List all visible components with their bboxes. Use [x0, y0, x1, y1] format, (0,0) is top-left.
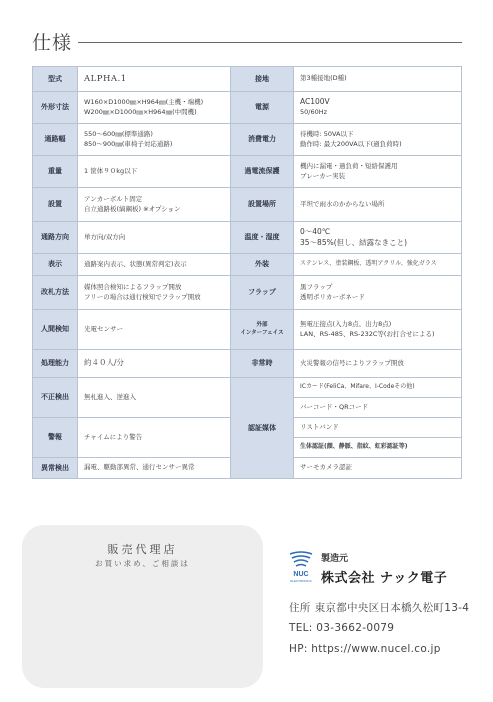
spec-value-dims	[78, 92, 231, 124]
spec-label-human: 人間検知	[33, 310, 78, 350]
spec-label-abnormal: 異常検出	[33, 458, 78, 479]
spec-value-overcurrent	[294, 156, 462, 188]
spec-label-width: 通路幅	[33, 124, 78, 156]
install-line: 自立通路板(縞鋼板) ※オプション	[84, 204, 181, 213]
flap-line: 透明ポリカーボネード	[300, 292, 365, 301]
address-line	[289, 600, 469, 615]
tel-line: TEL: 03-3662-0079	[289, 622, 395, 634]
spec-value-power	[294, 92, 462, 124]
auth-item: バーコード・QRコード	[294, 398, 462, 418]
spec-value-env	[294, 222, 462, 254]
flap-line: 黒フラップ	[300, 283, 333, 292]
gate-line: フリーの場合は通行検知でフラップ開放	[84, 292, 201, 301]
spec-value-install	[78, 188, 231, 222]
spec-value-weight: 1 筐体９０kg以下	[78, 156, 231, 188]
spec-value-gate	[78, 276, 231, 310]
spec-label-location: 設置場所	[231, 188, 294, 222]
spec-value-flap	[294, 276, 462, 310]
company-name: 株式会社 ナック電子	[321, 571, 448, 586]
consumption-line: 待機時: 50VA以下	[300, 130, 354, 139]
spec-value-direction: 単方向/双方向	[78, 222, 231, 254]
spec-label-exterior: 外装	[231, 254, 294, 276]
spec-label-gate: 改札方法	[33, 276, 78, 310]
auth-item: サーモカメラ認証	[294, 458, 462, 479]
width-line: 850〜900㎜(車椅子対応通路)	[84, 139, 173, 148]
spec-label-consumption: 消費電力	[231, 124, 294, 156]
spec-label-direction: 通路方向	[33, 222, 78, 254]
consumption-line: 動作時: 最大200VA以下(過負荷時)	[300, 139, 402, 148]
spec-label-emergency: 非常時	[231, 350, 294, 378]
spec-table	[32, 66, 462, 479]
address-key: 住所	[289, 602, 311, 614]
spec-label-overcurrent: 過電流保護	[231, 156, 294, 188]
install-line: アンカーボルト固定	[84, 195, 143, 204]
ext-if-line: 無電圧接点(入力8点、出力8点)	[300, 320, 392, 329]
spec-label-alarm: 警報	[33, 418, 78, 458]
spec-label-ext-if	[231, 310, 294, 350]
spec-value-emergency: 火災警報の信号によりフラップ開放	[294, 350, 462, 378]
spec-label-dims: 外形寸法	[33, 92, 78, 124]
spec-label-improper: 不正検出	[33, 378, 78, 418]
hp-link[interactable]: HP: https://www.nucel.co.jp	[289, 643, 441, 655]
spec-value-human: 光電センサー	[78, 310, 231, 350]
spec-value-capacity: 約４０人/分	[78, 350, 231, 378]
spec-value-consumption	[294, 124, 462, 156]
auth-item: 生体認証(顔、静脈、指紋、虹彩認証等)	[294, 438, 462, 458]
maker-label: 製造元	[321, 554, 349, 564]
spec-label-env: 温度・湿度	[231, 222, 294, 254]
power-line: AC100V	[300, 97, 330, 107]
dealer-title: 販売代理店	[107, 543, 178, 556]
env-line: 0〜40℃	[300, 226, 331, 236]
spec-value-alarm: チャイムにより警告	[78, 418, 231, 458]
spec-value-model: ALPHA.1	[78, 67, 231, 92]
dealer-box	[22, 525, 263, 688]
logo-text: NUC	[293, 571, 309, 578]
dims-line: W160×D1000㎜×H964㎜(主機・端機)	[84, 98, 204, 107]
ext-if-line: LAN、RS-485、RS-232C等(お打合せによる)	[300, 329, 435, 338]
gate-line: 媒体照合検知によるフラップ開放	[84, 283, 182, 292]
spec-value-display: 通路案内表示、状態(異常判定)表示	[78, 254, 231, 276]
ext-if-label-line: 外部	[256, 322, 268, 329]
spec-value-abnormal: 漏電、駆動部異常、通行センサー異常	[78, 458, 231, 479]
power-line: 50/60Hz	[300, 108, 328, 117]
spec-label-auth: 認証媒体	[231, 378, 294, 479]
spec-label-capacity: 処理能力	[33, 350, 78, 378]
company-logo	[287, 550, 315, 586]
page-title: 仕様	[32, 32, 73, 54]
logo-subtext: ELECTRONICS	[290, 579, 312, 583]
overcurrent-line: 機内に漏電・過負荷・短絡保護用	[300, 162, 398, 171]
title-rule	[78, 42, 462, 43]
auth-item: ICカード(FeliCa、Mifare、I-Codeその他)	[294, 378, 462, 398]
overcurrent-line: ブレーカー実装	[300, 171, 346, 180]
spec-value-improper: 無札進入、逆進入	[78, 378, 231, 418]
width-line: 550〜600㎜(標準通路)	[84, 130, 153, 139]
spec-label-install: 設置	[33, 188, 78, 222]
address-value: 東京都中央区日本橋久松町13-4	[314, 602, 470, 614]
spec-value-location: 平坦で雨水のかからない場所	[294, 188, 462, 222]
spec-value-exterior: ステンレス、塗装鋼板、透明アクリル、強化ガラス	[294, 254, 462, 276]
spec-value-ground: 第3種接地(D種)	[294, 67, 462, 92]
spec-label-ground: 接地	[231, 67, 294, 92]
ext-if-label-line: インターフェイス	[240, 329, 284, 336]
spec-label-power: 電源	[231, 92, 294, 124]
auth-item: リストバンド	[294, 418, 462, 438]
spec-label-weight: 重量	[33, 156, 78, 188]
spec-value-width	[78, 124, 231, 156]
dims-line: W200㎜×D1000㎜×H964㎜(中間機)	[84, 107, 197, 116]
spec-value-ext-if	[294, 310, 462, 350]
spec-label-display: 表示	[33, 254, 78, 276]
spec-label-model: 型式	[33, 67, 78, 92]
spec-label-flap: フラップ	[231, 276, 294, 310]
env-line: 35〜85%(但し、結露なきこと)	[300, 237, 408, 247]
dealer-subtitle: お買い求め、ご相談は	[95, 559, 190, 568]
